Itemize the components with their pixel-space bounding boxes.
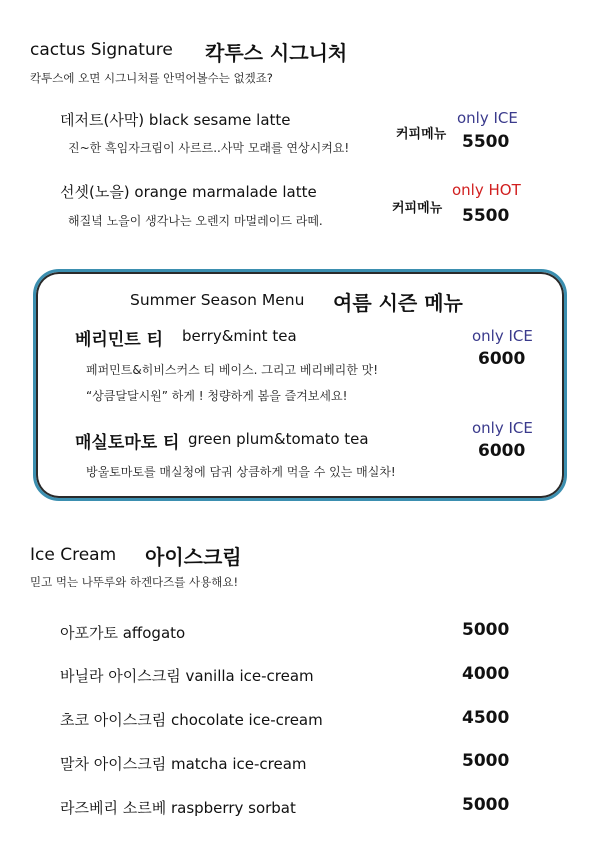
item-name-ko: 베리민트 티 bbox=[75, 330, 164, 350]
summer-title-en: Summer Season Menu bbox=[130, 291, 305, 309]
item-name: 말차 아이스크림 matcha ice-cream bbox=[60, 755, 307, 773]
item-price: 5000 bbox=[462, 795, 510, 815]
item-description: 해질녘 노을이 생각나는 오렌지 마멀레이드 라떼. bbox=[68, 214, 323, 228]
item-description: 진~한 흑임자크림이 사르르..사막 모래를 연상시켜요! bbox=[68, 141, 350, 155]
icecream-subtitle: 믿고 먹는 나뚜루와 하겐다즈를 사용해요! bbox=[30, 575, 239, 589]
item-price: 4000 bbox=[462, 664, 510, 684]
item-price: 5000 bbox=[462, 620, 510, 640]
item-price: 6000 bbox=[478, 441, 526, 461]
item-name-en: green plum&tomato tea bbox=[188, 430, 369, 448]
item-name: 라즈베리 소르베 raspberry sorbat bbox=[60, 799, 296, 817]
icecream-title-en: Ice Cream bbox=[30, 545, 117, 565]
category-label: 커피메뉴 bbox=[396, 127, 447, 142]
item-price: 5000 bbox=[462, 751, 510, 771]
item-price: 5500 bbox=[462, 132, 510, 152]
item-description: 페퍼민트&히비스커스 티 베이스. 그리고 베리베리한 맛! bbox=[86, 363, 379, 377]
item-name: 선셋(노을) orange marmalade latte bbox=[60, 183, 317, 201]
only-ice-badge: only ICE bbox=[457, 109, 518, 127]
only-ice-badge: only ICE bbox=[472, 419, 533, 437]
item-name: 바닐라 아이스크림 vanilla ice-cream bbox=[60, 667, 314, 685]
signature-subtitle: 칵투스에 오면 시그니처를 안먹어볼수는 없겠죠? bbox=[30, 71, 273, 85]
summer-title-ko: 여름 시즌 메뉴 bbox=[333, 291, 463, 315]
item-name: 데저트(사막) black sesame latte bbox=[60, 111, 291, 129]
signature-title-ko: 칵투스 시그니처 bbox=[205, 41, 348, 65]
item-description: 방울토마토를 매실청에 담궈 상큼하게 먹을 수 있는 매실차! bbox=[86, 465, 396, 479]
item-name: 초코 아이스크림 chocolate ice-cream bbox=[60, 711, 323, 729]
only-ice-badge: only ICE bbox=[472, 327, 533, 345]
item-name-ko: 매실토마토 티 bbox=[75, 433, 180, 453]
item-price: 6000 bbox=[478, 349, 526, 369]
item-description: “상큼달달시원” 하게 ! 청량하게 봄을 즐겨보세요! bbox=[86, 389, 348, 403]
item-name-en: berry&mint tea bbox=[182, 327, 297, 345]
item-name: 아포가토 affogato bbox=[60, 624, 186, 642]
category-label: 커피메뉴 bbox=[392, 201, 443, 216]
icecream-title-ko: 아이스크림 bbox=[145, 545, 242, 569]
signature-title-en: cactus Signature bbox=[30, 40, 173, 60]
item-price: 5500 bbox=[462, 206, 510, 226]
only-hot-badge: only HOT bbox=[452, 181, 521, 199]
item-price: 4500 bbox=[462, 708, 510, 728]
